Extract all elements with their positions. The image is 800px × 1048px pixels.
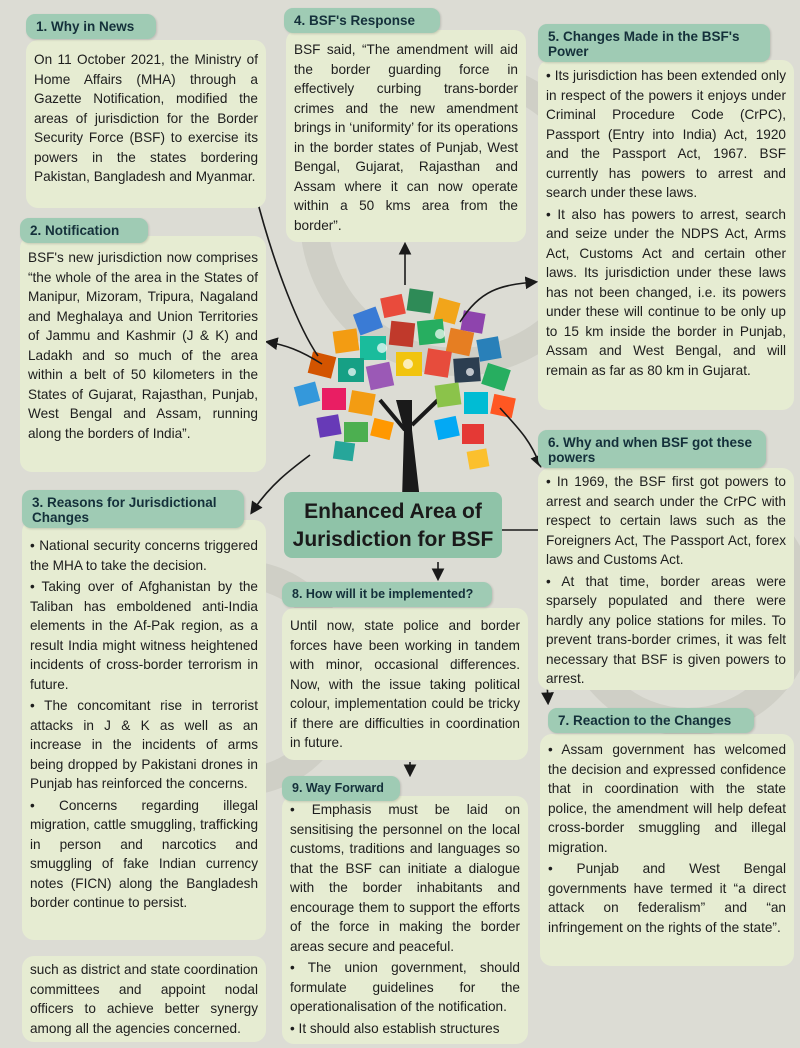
- why-in-news-text: On 11 October 2021, the Ministry of Home Affairs (MHA) through a Gazette Notification, modified the areas of jurisdiction for the Border Security Force (BSF) to exercise its powers in the states bordering Pakistan, Bangladesh and Myanmar.: [34, 52, 258, 184]
- implementation-text: Until now, state police and border forces have been working in tandem with minor, occasional differences. Now, with the issue taking political colour, implementation could be tricky if there are difficulties in coordination in future.: [290, 618, 520, 750]
- way-forward-continuation-text: such as district and state coordination committees and appoint nodal officers to achieve better synergy among all the agencies concerned.: [30, 962, 258, 1036]
- way-forward-panel: [282, 796, 528, 1044]
- reasons-item: • Taking over of Afghanistan by the Taliban has emboldened anti-India elements in the Af-Pak region, as a result India might witness heightened incidents of cross-border terrorism in future.: [30, 579, 258, 692]
- way-forward-item: • The union government, should formulate guidelines for the operationalisation of the notification.: [290, 960, 520, 1014]
- changes-made-header: 5. Changes Made in the BSF's Power: [538, 24, 770, 62]
- way-forward-header: 9. Way Forward: [282, 776, 400, 801]
- way-forward-continuation-panel: [22, 956, 266, 1042]
- center-title: [284, 492, 502, 558]
- implementation-header: 8. How will it be implemented?: [282, 582, 492, 607]
- way-forward-item: • It should also establish structures: [290, 1020, 500, 1036]
- reaction-item: • Punjab and West Bengal governments have termed it “a direct attack on federalism” and “an infringement on the rights of the state”.: [548, 861, 786, 935]
- why-in-news-panel: [26, 40, 266, 208]
- way-forward-item: • Emphasis must be laid on sensitising the personnel on the local customs, traditions and languages so that the BSF can initiate a dialogue with the border inhabitants and encourage them to support the efforts of the force in making the border areas secure and peaceful.: [290, 802, 520, 954]
- implementation-panel: [282, 608, 528, 760]
- reasons-header: 3. Reasons for Jurisdictional Changes: [22, 490, 244, 528]
- reasons-item: • The concomitant rise in terrorist attacks in J & K as well as an increase in the incidents of arms being dropped by Pakistani drones in Punjab has reinforced the concerns.: [30, 698, 258, 791]
- notification-text: BSF's new jurisdiction now comprises “the whole of the area in the States of Manipur, Mizoram, Tripura, Nagaland and Meghalaya and Union Territories of Jammu and Kashmir (J & K) and Ladakh and so much of the area within a belt of 50 kilometers in the States of Gujarat, Rajasthan, Punjab, West Bengal and Assam, running along the borders of India”.: [28, 250, 258, 441]
- bsf-response-panel: [286, 30, 526, 242]
- reaction-panel: [540, 734, 794, 966]
- bsf-response-text: BSF said, “The amendment will aid the border guarding force in effectively curbing trans-border crimes and the new amendment brings in ‘uniformity’ for its operations in the border states of Punjab, West Bengal, Gujarat, Rajasthan and Assam where it can now operate within a 50 kms area from the border”.: [294, 42, 518, 233]
- reaction-header: 7. Reaction to the Changes: [548, 708, 754, 733]
- notification-header: 2. Notification: [20, 218, 148, 243]
- reaction-item: • Assam government has welcomed the decision and expressed confidence that in coordination with the state police, the amendment will help defeat cross-border smuggling and illegal migration.: [548, 742, 786, 855]
- reasons-item: • Concerns regarding illegal migration, cattle smuggling, trafficking in person and narcotics and smuggling of fake Indian currency notes (FICN) along the Bangladesh border continue to persist.: [30, 797, 258, 910]
- changes-made-panel: [538, 60, 794, 410]
- why-when-panel: [538, 468, 794, 690]
- center-title-line2: Jurisdiction for BSF: [292, 528, 494, 551]
- tree-trunk: [396, 400, 420, 500]
- bsf-response-header: 4. BSF's Response: [284, 8, 440, 33]
- notification-panel: [20, 236, 266, 472]
- changes-made-item: • It also has powers to arrest, search and seize under the NDPS Act, Arms Act, Customs Act and certain other laws. Its jurisdiction under these laws has not been changed, i.e. its powers under these will continue to be only up to 15 km inside the border in Punjab, Assam and West Bengal, and will remain as far as 80 km in Gujarat.: [546, 206, 786, 378]
- why-when-item: • In 1969, the BSF first got powers to arrest and search under the CrPC with respect to certain laws such as the Foreigners Act, The Passport Act, forex laws and Customs Act.: [546, 474, 786, 567]
- why-when-item: • At that time, border areas were sparsely populated and there were hardly any police stations for miles. To prevent trans-border crimes, it was felt necessary that BSF is given powers to arrest.: [546, 573, 786, 686]
- center-title-line1: Enhanced Area of: [304, 500, 482, 523]
- why-when-header: 6. Why and when BSF got these powers: [538, 430, 766, 468]
- reasons-item: • National security concerns triggered the MHA to take the decision.: [30, 538, 258, 573]
- reasons-panel: [22, 520, 266, 940]
- changes-made-item: • Its jurisdiction has been extended only in respect of the powers it enjoys under Criminal Procedure Code (CrPC), Passport (Entry into India) Act, 1920 and the Passport Act, 1967. BSF currently has powers to arrest and search under these laws.: [546, 68, 786, 200]
- why-in-news-header: 1. Why in News: [26, 14, 156, 39]
